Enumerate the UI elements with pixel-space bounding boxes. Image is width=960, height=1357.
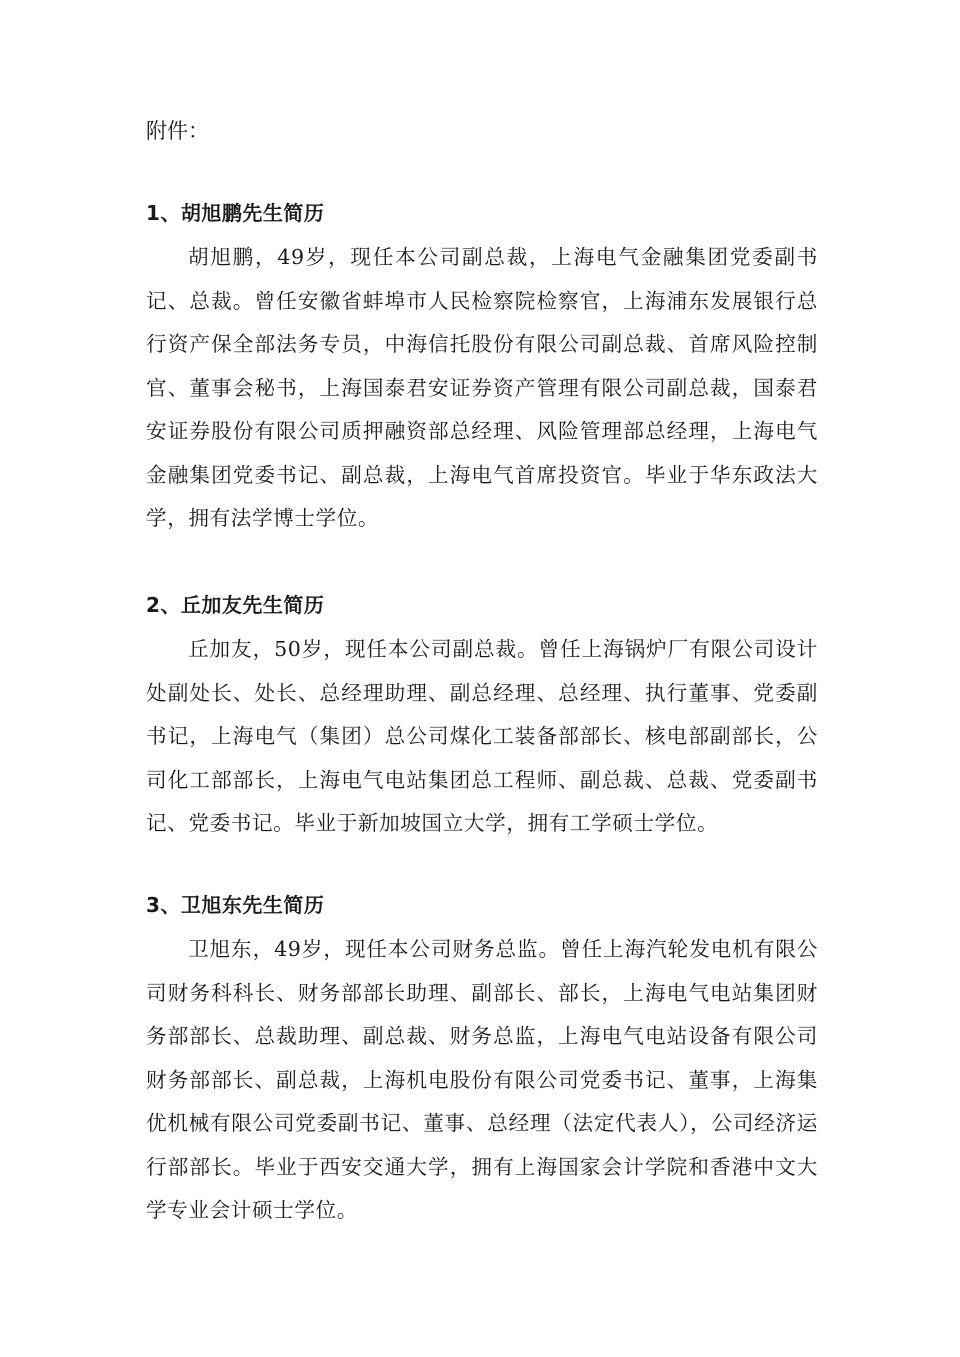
section-body: 卫旭东，49岁，现任本公司财务总监。曾任上海汽轮发电机有限公司财务科科长、财务部部长助理、副部长、部长，上海电气电站集团财务部部长、总裁助理、副总裁、财务总监，上海电气电站设备有限公司财务部部长、副总裁，上海机电股份有限公司党委书记、董事，上海集优机械有限公司党委副书记、董事、总经理（法定代表人），公司经济运行部部长。毕业于西安交通大学，拥有上海国家会计学院和香港中文大学专业会计硕士学位。 (146, 937, 818, 1222)
resume-section-3 (146, 890, 818, 1233)
section-body: 丘加友，50岁，现任本公司副总裁。曾任上海锅炉厂有限公司设计处副处长、处长、总经理助理、副总经理、总经理、执行董事、党委副书记，上海电气（集团）总公司煤化工装备部部长、核电部副部长，公司化工部部长，上海电气电站集团总工程师、副总裁、总裁、党委副书记、党委书记。毕业于新加坡国立大学，拥有工学硕士学位。 (146, 637, 818, 835)
resume-section-2 (146, 590, 818, 846)
section-title: 3、卫旭东先生简历 (146, 893, 325, 917)
resume-section-1 (146, 198, 818, 541)
section-body: 胡旭鹏，49岁，现任本公司副总裁，上海电气金融集团党委副书记、总裁。曾任安徽省蚌埠市人民检察院检察官，上海浦东发展银行总行资产保全部法务专员，中海信托股份有限公司副总裁、首席风险控制官、董事会秘书，上海国泰君安证券资产管理有限公司副总裁，国泰君安证券股份有限公司质押融资部总经理、风险管理部总经理，上海电气金融集团党委书记、副总裁，上海电气首席投资官。毕业于华东政法大学，拥有法学博士学位。 (146, 245, 818, 530)
attachment-label: 附件： (146, 119, 209, 143)
section-title: 1、胡旭鹏先生简历 (146, 201, 325, 225)
section-title: 2、丘加友先生简历 (146, 593, 325, 617)
